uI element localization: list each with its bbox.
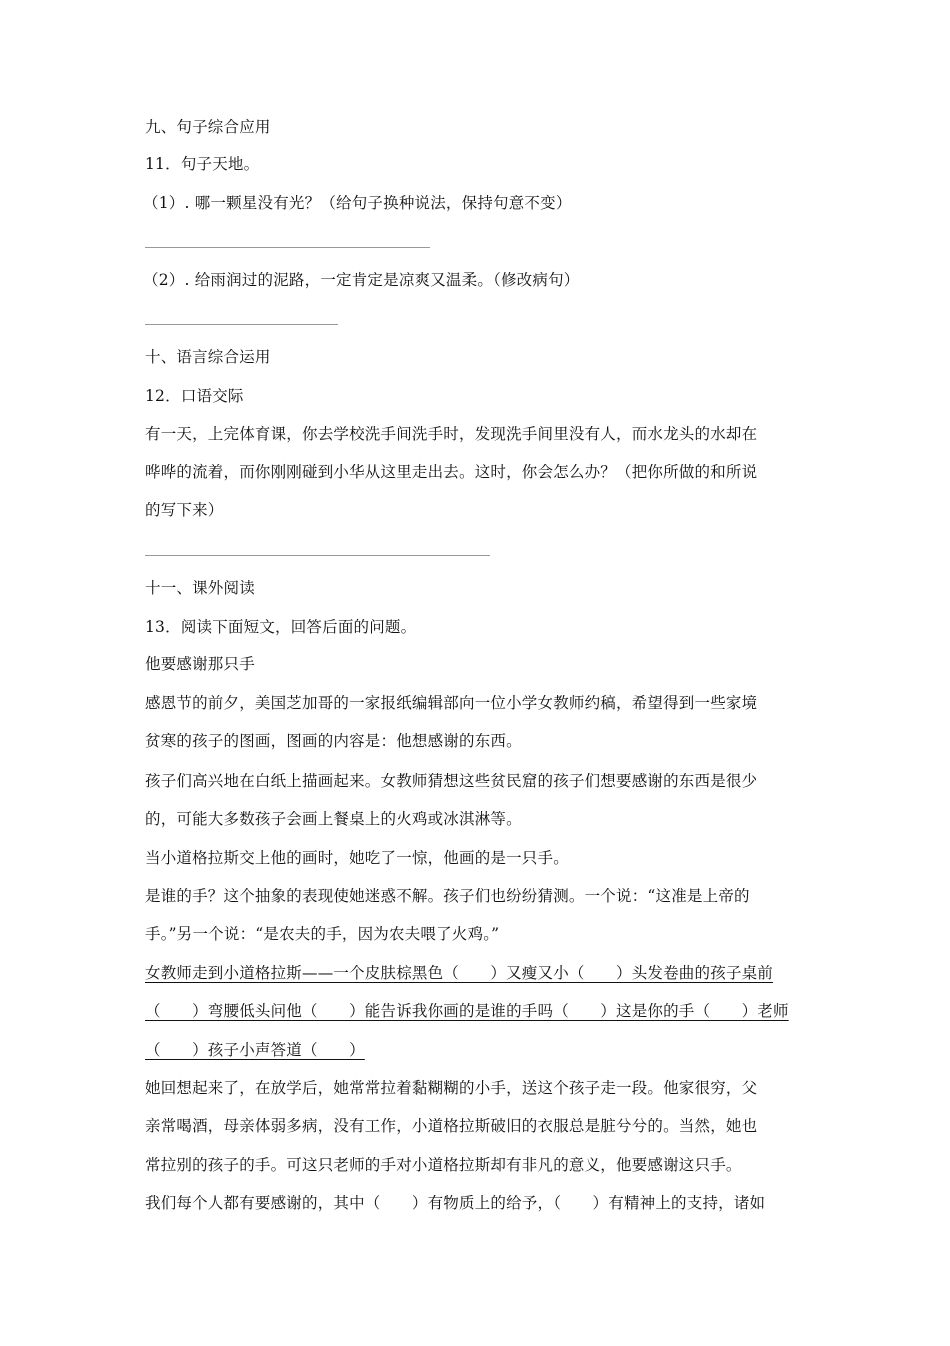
article-line: 她回想起来了，在放学后，她常常拉着黏糊糊的小手，送这个孩子走一段。他家很穷，父 — [145, 1079, 758, 1097]
question-12-line-1: 有一天，上完体育课，你去学校洗手间洗手时，发现洗手间里没有人，而水龙头的水却在 — [145, 425, 758, 443]
question-11-title: 11．句子天地。 — [145, 155, 260, 173]
question-11-part-2: （2）. 给雨润过的泥路，一定肯定是凉爽又温柔。（修改病句） — [143, 271, 580, 289]
question-12-title: 12．口语交际 — [145, 387, 244, 405]
section-heading-10: 十、语言综合运用 — [145, 348, 271, 366]
section-heading-9: 九、句子综合应用 — [145, 118, 271, 136]
punctuation-exercise-line-3: （ ）孩子小声答道（ ） — [145, 1041, 365, 1059]
question-13-title: 13．阅读下面短文，回答后面的问题。 — [145, 618, 417, 636]
article-line: 当小道格拉斯交上他的画时，她吃了一惊，他画的是一只手。 — [145, 849, 569, 867]
article-line: 的，可能大多数孩子会画上餐桌上的火鸡或冰淇淋等。 — [145, 810, 522, 828]
article-title: 他要感谢那只手 — [145, 655, 255, 673]
section-heading-11: 十一、课外阅读 — [145, 579, 255, 597]
article-line: 孩子们高兴地在白纸上描画起来。女教师猜想这些贫民窟的孩子们想要感谢的东西是很少 — [145, 772, 758, 790]
question-12-line-3: 的写下来） — [145, 501, 224, 519]
punctuation-exercise-line-2: （ ）弯腰低头问他（ ）能告诉我你画的是谁的手吗（ ）这是你的手（ ）老师 — [145, 1002, 789, 1020]
article-line: 贫寒的孩子的图画，图画的内容是：他想感谢的东西。 — [145, 732, 522, 750]
article-line: 常拉别的孩子的手。可这只老师的手对小道格拉斯却有非凡的意义，他要感谢这只手。 — [145, 1156, 742, 1174]
article-line: 手。”另一个说：“是农夫的手，因为农夫喂了火鸡。” — [145, 925, 500, 943]
answer-line-11-1[interactable] — [145, 247, 430, 248]
punctuation-exercise-line-1: 女教师走到小道格拉斯——一个皮肤棕黑色（ ）又瘦又小（ ）头发卷曲的孩子桌前 — [145, 964, 774, 982]
article-line: 是谁的手？这个抽象的表现使她迷惑不解。孩子们也纷纷猜测。一个说：“这准是上帝的 — [145, 887, 750, 905]
answer-line-11-2[interactable] — [145, 324, 338, 325]
answer-line-12[interactable] — [145, 555, 490, 556]
question-12-line-2: 哗哗的流着，而你刚刚碰到小华从这里走出去。这时，你会怎么办？（把你所做的和所说 — [145, 463, 758, 481]
article-line: 感恩节的前夕，美国芝加哥的一家报纸编辑部向一位小学女教师约稿，希望得到一些家境 — [145, 694, 758, 712]
article-line: 亲常喝酒，母亲体弱多病，没有工作，小道格拉斯破旧的衣服总是脏兮兮的。当然，她也 — [145, 1117, 758, 1135]
article-line: 我们每个人都有要感谢的，其中（ ）有物质上的给予，（ ）有精神上的支持，诸如 — [145, 1194, 766, 1212]
question-11-part-1: （1）. 哪一颗星没有光？（给句子换种说法，保持句意不变） — [143, 194, 572, 212]
